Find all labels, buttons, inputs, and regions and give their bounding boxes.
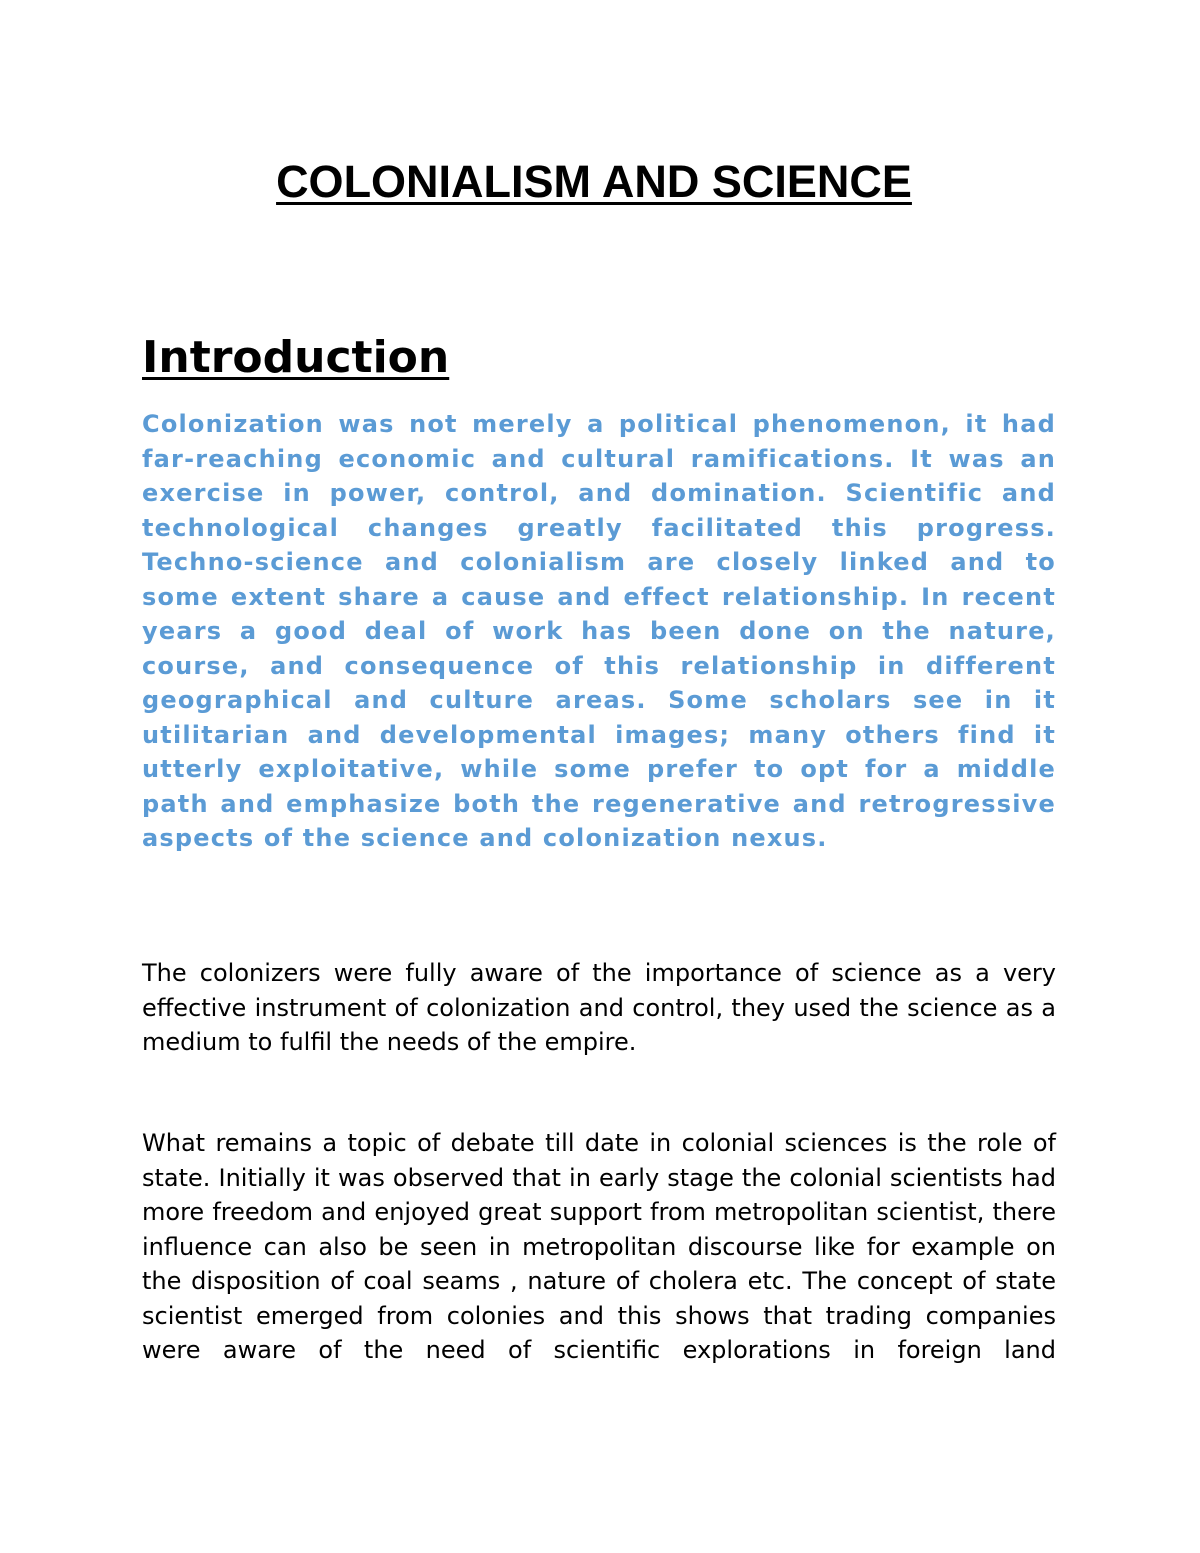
section-heading: Introduction <box>142 332 450 383</box>
body-paragraph: What remains a topic of debate till date in colonial sciences is the role of state. Initially it was observed that in early stage the colonial scientists had more freedom and enjoyed great support from metropolitan scientist, there influence can also be seen in metropolitan discourse like for example on the disposition of coal seams , nature of cholera etc. The concept of state scientist emerged from colonies and this shows that trading companies were aware of the need of scientific explorations in foreign land <box>142 1129 1056 1364</box>
document-title: COLONIALISM AND SCIENCE <box>276 156 912 207</box>
intro-paragraph: Colonization was not merely a political phenomenon, it had far-reaching economic and cultural ramifications. It was an exercise in power, control, and domination. Scientific and technological changes greatly facilitated this progress. Techno-science and colonialism are closely linked and to some extent share a cause and effect relationship. In recent years a good deal of work has been done on the nature, course, and consequence of this relationship in different geographical and culture areas. Some scholars see in it utilitarian and developmental images; many others find it utterly exploitative, while some prefer to opt for a middle path and emphasize both the regenerative and retrogressive aspects of the science and colonization nexus. <box>142 410 1056 852</box>
body-paragraph: The colonizers were fully aware of the importance of science as a very effective instrument of colonization and control, they used the science as a medium to fulfil the needs of the empire. <box>142 959 1056 1056</box>
